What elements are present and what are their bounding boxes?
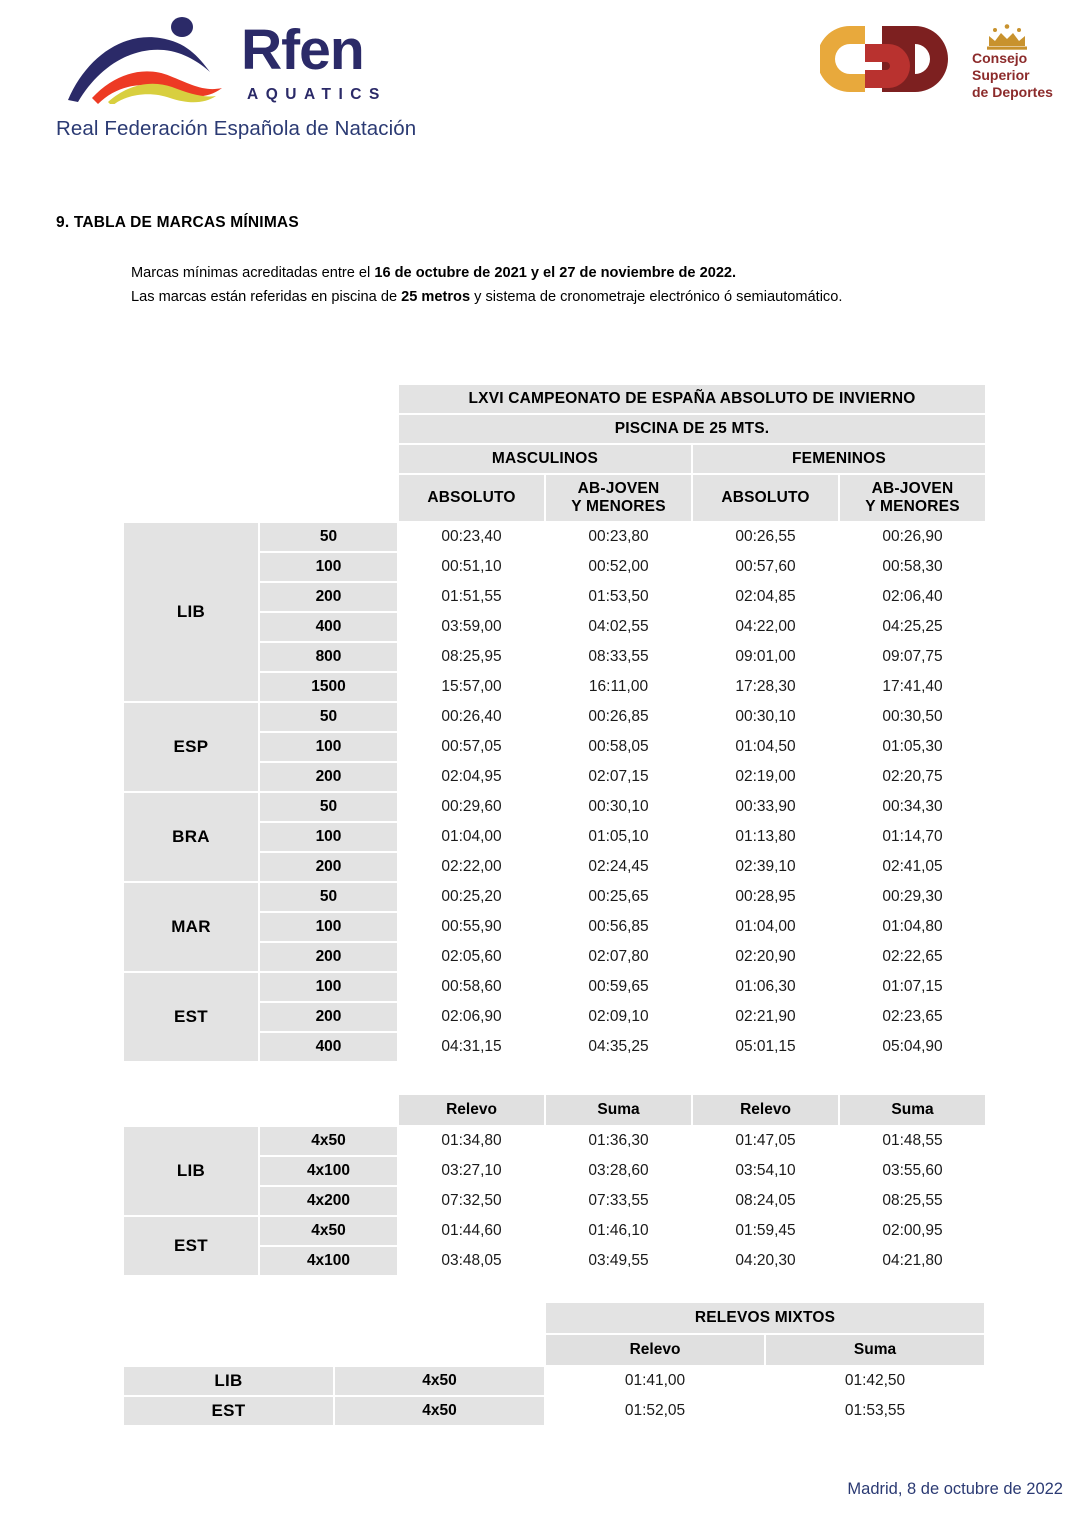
mark-value: 04:35,25 xyxy=(546,1033,691,1061)
table-row xyxy=(124,1127,985,1155)
mixed-header-suma: Suma xyxy=(766,1335,984,1365)
page-title: 9. TABLA DE MARCAS MÍNIMAS xyxy=(56,214,299,231)
mark-value: 04:02,55 xyxy=(546,613,691,641)
distance-label: 4x50 xyxy=(260,1127,397,1155)
distance-label: 200 xyxy=(260,763,397,791)
mark-value: 00:26,90 xyxy=(840,523,985,551)
distance-label: 200 xyxy=(260,943,397,971)
mark-value: 01:07,15 xyxy=(840,973,985,1001)
mark-value: 00:26,55 xyxy=(693,523,838,551)
mark-value: 01:53,50 xyxy=(546,583,691,611)
intro-line-2-pool: 25 metros xyxy=(401,288,471,305)
distance-label: 100 xyxy=(260,553,397,581)
mark-value: 00:29,30 xyxy=(840,883,985,911)
csd-line-1: Consejo xyxy=(972,50,1028,66)
spacer-cell xyxy=(260,415,397,443)
table-header-row-championship xyxy=(124,385,985,413)
mark-value: 01:05,30 xyxy=(840,733,985,761)
distance-label: 4x50 xyxy=(335,1397,544,1425)
table-row xyxy=(124,1397,984,1425)
mark-value: 02:41,05 xyxy=(840,853,985,881)
mark-value: 01:06,30 xyxy=(693,973,838,1001)
championship-title: LXVI CAMPEONATO DE ESPAÑA ABSOLUTO DE INVIERNO xyxy=(399,385,985,413)
mark-value: 01:04,80 xyxy=(840,913,985,941)
mark-value: 00:58,30 xyxy=(840,553,985,581)
mark-value: 17:28,30 xyxy=(693,673,838,701)
distance-label: 100 xyxy=(260,913,397,941)
mark-value: 02:20,90 xyxy=(693,943,838,971)
mark-value: 17:41,40 xyxy=(840,673,985,701)
spacer-cell xyxy=(260,445,397,473)
mark-value: 02:05,60 xyxy=(399,943,544,971)
distance-label: 200 xyxy=(260,853,397,881)
mark-value: 04:25,25 xyxy=(840,613,985,641)
mark-value: 04:20,30 xyxy=(693,1247,838,1275)
mark-value: 00:33,90 xyxy=(693,793,838,821)
mark-value: 16:11,00 xyxy=(546,673,691,701)
distance-label: 400 xyxy=(260,1033,397,1061)
mark-value: 01:52,05 xyxy=(546,1397,764,1425)
stroke-group-label: LIB xyxy=(124,1127,258,1215)
relay-header-masc-relevo: Relevo xyxy=(399,1095,544,1125)
mark-value: 08:33,55 xyxy=(546,643,691,671)
mark-value: 01:41,00 xyxy=(546,1367,764,1395)
gender-header-femeninos: FEMENINOS xyxy=(693,445,985,473)
stroke-group-label: EST xyxy=(124,1397,333,1425)
mark-value: 03:28,60 xyxy=(546,1157,691,1185)
spacer-cell xyxy=(124,1095,258,1125)
mark-value: 02:06,40 xyxy=(840,583,985,611)
distance-label: 50 xyxy=(260,703,397,731)
category-header-fem-absoluto: ABSOLUTO xyxy=(693,475,838,521)
distance-label: 400 xyxy=(260,613,397,641)
stroke-group-label: BRA xyxy=(124,793,258,881)
mark-value: 02:19,00 xyxy=(693,763,838,791)
mark-value: 02:07,15 xyxy=(546,763,691,791)
mark-value: 15:57,00 xyxy=(399,673,544,701)
mark-value: 00:28,95 xyxy=(693,883,838,911)
distance-label: 50 xyxy=(260,523,397,551)
mark-value: 01:13,80 xyxy=(693,823,838,851)
csd-text xyxy=(972,50,1053,101)
mark-value: 01:48,55 xyxy=(840,1127,985,1155)
category-header-masc-abjoven xyxy=(546,475,691,521)
spacer-cell xyxy=(124,445,258,473)
mark-value: 02:23,65 xyxy=(840,1003,985,1031)
table-header-row-gender xyxy=(124,445,985,473)
distance-label: 4x100 xyxy=(260,1157,397,1185)
mark-value: 00:57,60 xyxy=(693,553,838,581)
rfen-swimmer-icon xyxy=(64,16,224,109)
mark-value: 03:54,10 xyxy=(693,1157,838,1185)
mark-value: 01:46,10 xyxy=(546,1217,691,1245)
distance-label: 50 xyxy=(260,883,397,911)
stroke-group-label: LIB xyxy=(124,1367,333,1395)
distance-label: 800 xyxy=(260,643,397,671)
spacer-cell xyxy=(124,1335,333,1365)
category-header-masc-absoluto: ABSOLUTO xyxy=(399,475,544,521)
mark-value: 09:07,75 xyxy=(840,643,985,671)
mark-value: 03:59,00 xyxy=(399,613,544,641)
csd-logo xyxy=(820,18,1070,114)
distance-label: 1500 xyxy=(260,673,397,701)
intro-line-1 xyxy=(131,262,842,286)
rfen-wordmark: Rfen xyxy=(241,18,364,82)
mark-value: 00:58,05 xyxy=(546,733,691,761)
mark-value: 01:14,70 xyxy=(840,823,985,851)
spacer-cell xyxy=(124,475,258,521)
mark-value: 01:51,55 xyxy=(399,583,544,611)
mark-value: 05:04,90 xyxy=(840,1033,985,1061)
table-row xyxy=(124,793,985,821)
spacer-cell xyxy=(335,1303,544,1333)
mark-value: 00:26,40 xyxy=(399,703,544,731)
relay-header-row xyxy=(124,1095,985,1125)
mark-value: 02:22,00 xyxy=(399,853,544,881)
abjoven-line-2: Y MENORES xyxy=(865,498,960,515)
distance-label: 200 xyxy=(260,583,397,611)
distance-label: 50 xyxy=(260,793,397,821)
rfen-subtitle: AQUATICS xyxy=(247,86,387,103)
mark-value: 00:52,00 xyxy=(546,553,691,581)
mixed-relay-table xyxy=(122,1301,986,1427)
intro-line-2-text: Las marcas están referidas en piscina de xyxy=(131,288,402,305)
stroke-group-label: MAR xyxy=(124,883,258,971)
mark-value: 02:00,95 xyxy=(840,1217,985,1245)
mark-value: 00:23,40 xyxy=(399,523,544,551)
minimum-marks-table xyxy=(122,383,987,1063)
mark-value: 08:25,55 xyxy=(840,1187,985,1215)
footer-date: Madrid, 8 de octubre de 2022 xyxy=(847,1480,1063,1498)
mark-value: 01:59,45 xyxy=(693,1217,838,1245)
distance-label: 100 xyxy=(260,973,397,1001)
table-row xyxy=(124,703,985,731)
mark-value: 00:25,65 xyxy=(546,883,691,911)
distance-label: 200 xyxy=(260,1003,397,1031)
distance-label: 4x50 xyxy=(335,1367,544,1395)
mark-value: 02:20,75 xyxy=(840,763,985,791)
mark-value: 02:07,80 xyxy=(546,943,691,971)
mark-value: 01:53,55 xyxy=(766,1397,984,1425)
abjoven-line-1: AB-JOVEN xyxy=(577,480,660,497)
mark-value: 08:24,05 xyxy=(693,1187,838,1215)
gender-header-masculinos: MASCULINOS xyxy=(399,445,691,473)
mark-value: 00:30,10 xyxy=(693,703,838,731)
intro-line-2 xyxy=(131,286,842,310)
intro-line-2-tail: y sistema de cronometraje electrónico ó semiautomático. xyxy=(470,288,843,305)
spacer-cell xyxy=(124,385,258,413)
mark-value: 04:21,80 xyxy=(840,1247,985,1275)
category-header-fem-abjoven xyxy=(840,475,985,521)
abjoven-line-2: Y MENORES xyxy=(571,498,666,515)
table-row xyxy=(124,883,985,911)
stroke-group-label: EST xyxy=(124,973,258,1061)
csd-line-2: Superior xyxy=(972,67,1030,84)
table-row xyxy=(124,1367,984,1395)
mark-value: 00:51,10 xyxy=(399,553,544,581)
main-table-body xyxy=(124,523,985,1061)
mark-value: 01:44,60 xyxy=(399,1217,544,1245)
table-row xyxy=(124,523,985,551)
stroke-group-label: ESP xyxy=(124,703,258,791)
mark-value: 01:42,50 xyxy=(766,1367,984,1395)
mark-value: 00:25,20 xyxy=(399,883,544,911)
mark-value: 03:49,55 xyxy=(546,1247,691,1275)
relay-header-fem-relevo: Relevo xyxy=(693,1095,838,1125)
mark-value: 00:56,85 xyxy=(546,913,691,941)
mark-value: 03:48,05 xyxy=(399,1247,544,1275)
mark-value: 02:04,85 xyxy=(693,583,838,611)
mark-value: 00:58,60 xyxy=(399,973,544,1001)
table-row xyxy=(124,973,985,1001)
mark-value: 02:22,65 xyxy=(840,943,985,971)
distance-label: 4x100 xyxy=(260,1247,397,1275)
mark-value: 02:09,10 xyxy=(546,1003,691,1031)
mark-value: 03:55,60 xyxy=(840,1157,985,1185)
mark-value: 02:21,90 xyxy=(693,1003,838,1031)
mark-value: 00:59,65 xyxy=(546,973,691,1001)
mixed-header-row xyxy=(124,1335,984,1365)
table-row xyxy=(124,1217,985,1245)
relay-marks-table xyxy=(122,1093,987,1277)
spacer-cell xyxy=(260,1095,397,1125)
mark-value: 02:06,90 xyxy=(399,1003,544,1031)
mark-value: 00:30,50 xyxy=(840,703,985,731)
mark-value: 01:36,30 xyxy=(546,1127,691,1155)
mark-value: 02:24,45 xyxy=(546,853,691,881)
distance-label: 100 xyxy=(260,823,397,851)
mark-value: 00:26,85 xyxy=(546,703,691,731)
pool-subtitle: PISCINA DE 25 MTS. xyxy=(399,415,985,443)
spacer-cell xyxy=(260,475,397,521)
spacer-cell xyxy=(124,415,258,443)
relay-table-body xyxy=(124,1127,985,1275)
csd-line-3: de Deportes xyxy=(972,84,1053,101)
document-header xyxy=(0,0,1088,165)
mixed-title-row xyxy=(124,1303,984,1333)
mark-value: 01:34,80 xyxy=(399,1127,544,1155)
mixed-header-relevo: Relevo xyxy=(546,1335,764,1365)
abjoven-line-1: AB-JOVEN xyxy=(871,480,954,497)
intro-line-1-dates: 16 de octubre de 2021 y el 27 de noviembre de 2022. xyxy=(374,265,737,281)
mark-value: 00:23,80 xyxy=(546,523,691,551)
mark-value: 00:30,10 xyxy=(546,793,691,821)
table-header-row-pool xyxy=(124,415,985,443)
intro-paragraph xyxy=(131,262,842,309)
mark-value: 09:01,00 xyxy=(693,643,838,671)
mark-value: 01:05,10 xyxy=(546,823,691,851)
mark-value: 08:25,95 xyxy=(399,643,544,671)
stroke-group-label: EST xyxy=(124,1217,258,1275)
spacer-cell xyxy=(260,385,397,413)
mark-value: 00:57,05 xyxy=(399,733,544,761)
table-header-row-category xyxy=(124,475,985,521)
relay-header-fem-suma: Suma xyxy=(840,1095,985,1125)
mark-value: 01:04,00 xyxy=(693,913,838,941)
mark-value: 01:04,00 xyxy=(399,823,544,851)
mark-value: 02:04,95 xyxy=(399,763,544,791)
csd-monogram-icon xyxy=(820,18,970,100)
mark-value: 03:27,10 xyxy=(399,1157,544,1185)
distance-label: 100 xyxy=(260,733,397,761)
rfen-logo xyxy=(56,14,476,114)
distance-label: 4x200 xyxy=(260,1187,397,1215)
mark-value: 04:31,15 xyxy=(399,1033,544,1061)
intro-line-1-text: Marcas mínimas acreditadas entre el xyxy=(131,265,375,281)
mark-value: 02:39,10 xyxy=(693,853,838,881)
mark-value: 00:29,60 xyxy=(399,793,544,821)
spacer-cell xyxy=(124,1303,333,1333)
mark-value: 00:34,30 xyxy=(840,793,985,821)
mark-value: 00:55,90 xyxy=(399,913,544,941)
distance-label: 4x50 xyxy=(260,1217,397,1245)
federation-name: Real Federación Española de Natación xyxy=(56,117,417,140)
mark-value: 01:04,50 xyxy=(693,733,838,761)
mark-value: 01:47,05 xyxy=(693,1127,838,1155)
stroke-group-label: LIB xyxy=(124,523,258,701)
mixed-table-body xyxy=(124,1367,984,1425)
mark-value: 07:33,55 xyxy=(546,1187,691,1215)
mark-value: 04:22,00 xyxy=(693,613,838,641)
spacer-cell xyxy=(335,1335,544,1365)
mark-value: 07:32,50 xyxy=(399,1187,544,1215)
relay-header-masc-suma: Suma xyxy=(546,1095,691,1125)
mark-value: 05:01,15 xyxy=(693,1033,838,1061)
mixed-relay-title: RELEVOS MIXTOS xyxy=(546,1303,984,1333)
